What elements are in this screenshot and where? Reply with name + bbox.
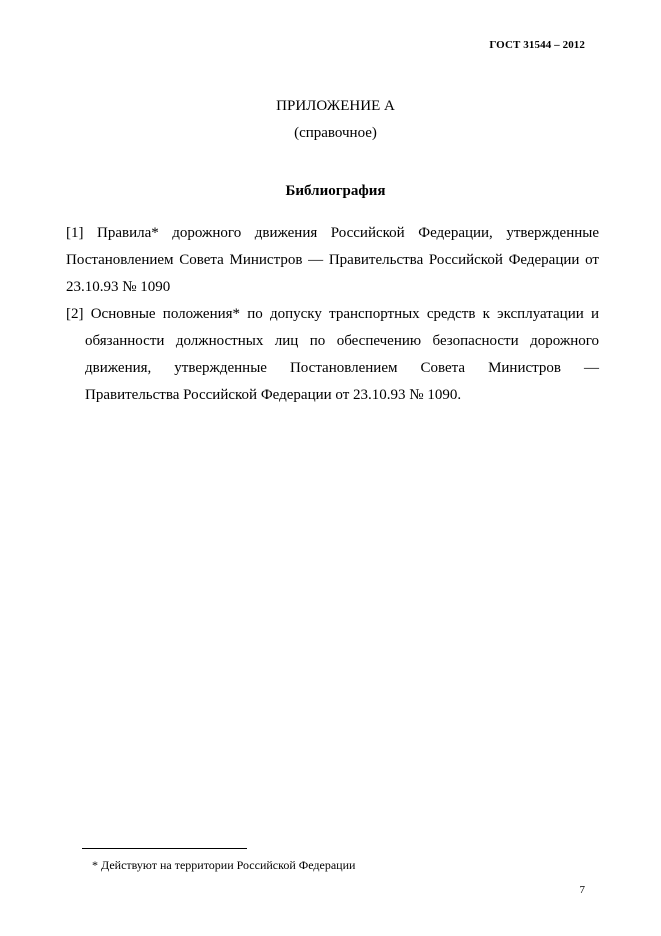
page-number: 7	[579, 884, 585, 896]
bibliography-list	[66, 220, 599, 409]
footnote: * Действуют на территории Российской Федерации	[92, 858, 356, 872]
bibliography-heading: Библиография	[285, 183, 386, 199]
bibliography-entry-1: [1] Правила* дорожного движения Российской Федерации, утвержденные Постановлением Совета Министров — Правительства Российской Федерации от 23.10.93 № 1090	[66, 225, 599, 295]
footnote-divider	[82, 848, 247, 849]
appendix-title: ПРИЛОЖЕНИЕ А	[276, 98, 395, 114]
bibliography-entry-2: [2] Основные положения* по допуску транспортных средств к эксплуатации и обязанности должностных лиц по обеспечению безопасности дорожного движения, утвержденные Постановлением Совета Министров — Правительства Российской Федерации от 23.10.93 № 1090.	[66, 306, 599, 403]
document-code: ГОСТ 31544 – 2012	[489, 39, 585, 51]
appendix-status: (справочное)	[294, 125, 377, 141]
